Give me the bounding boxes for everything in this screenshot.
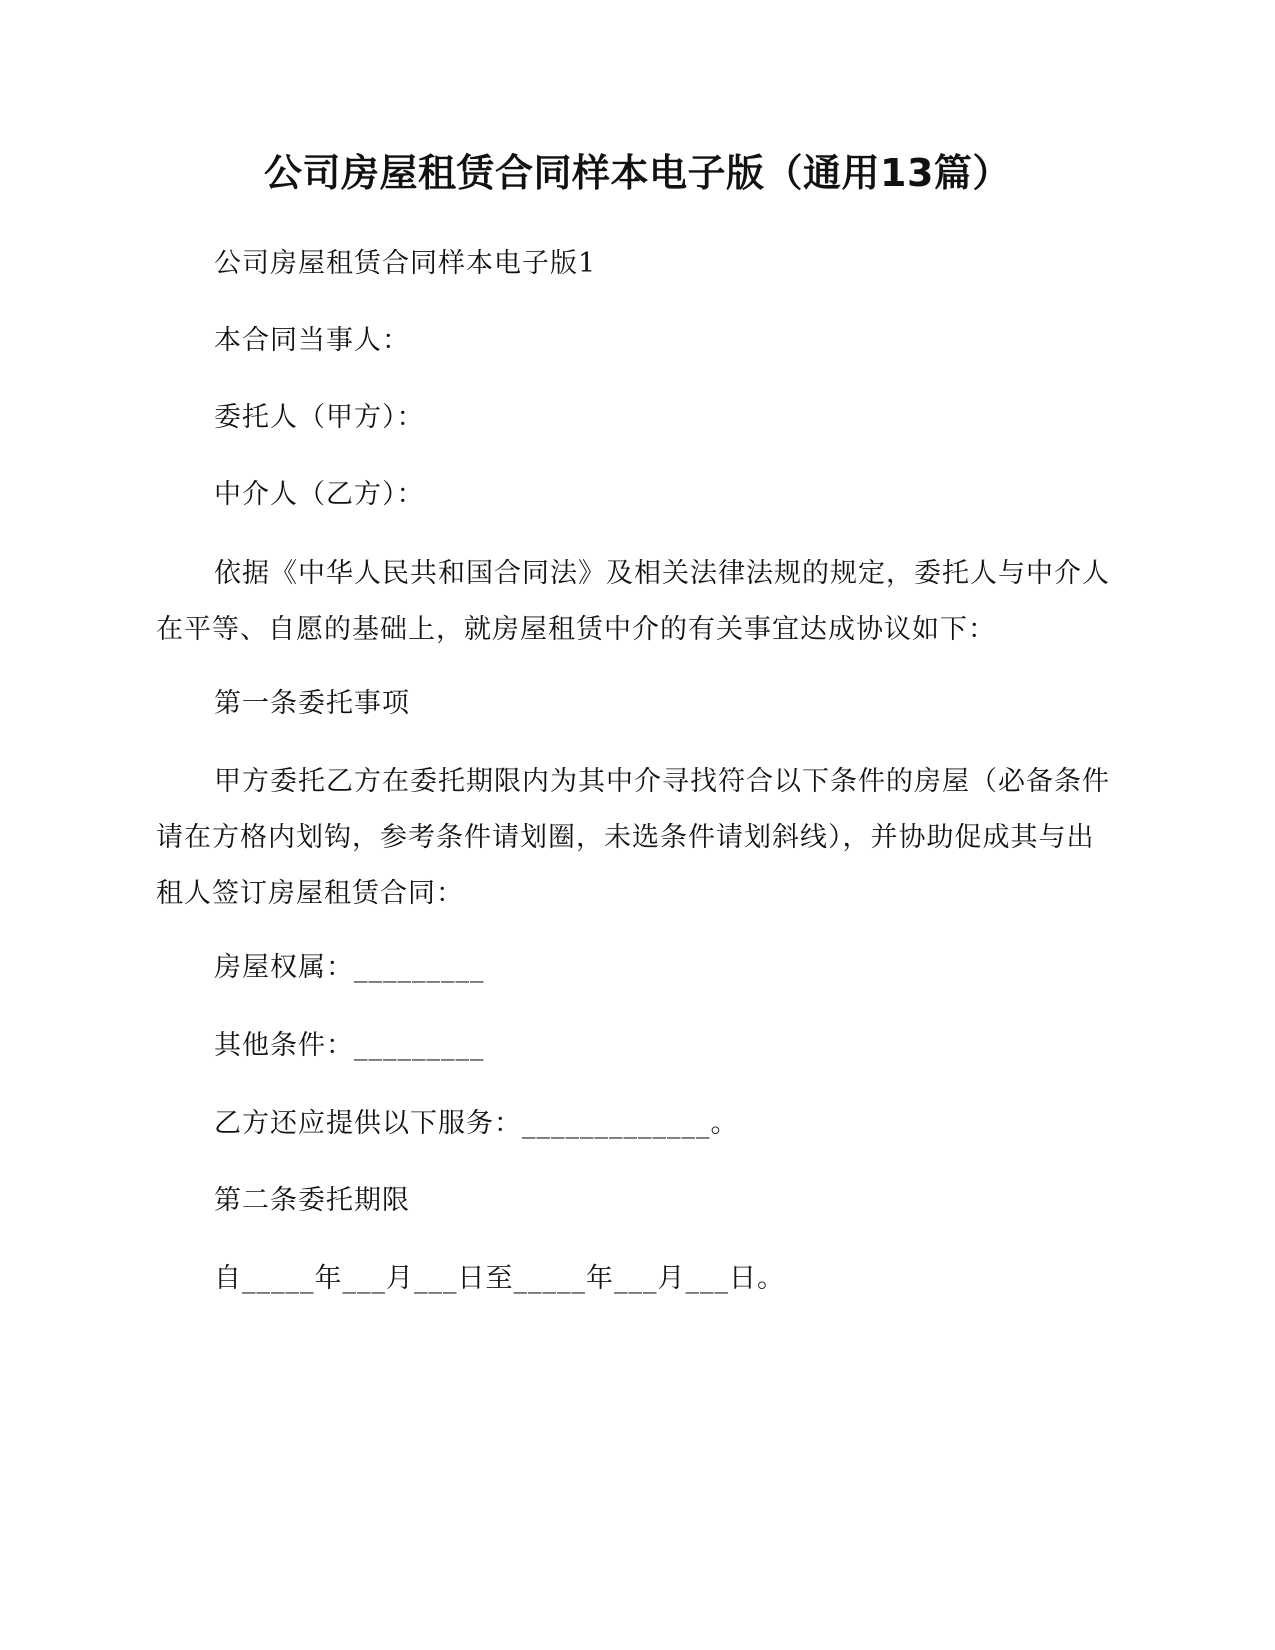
article-1-body: 甲方委托乙方在委托期限内为其中介寻找符合以下条件的房屋（必备条件请在方格内划钩，参考条件请划圈，未选条件请划斜线），并协助促成其与出租人签订房屋租赁合同： bbox=[156, 766, 1110, 909]
article-2-heading: 第二条委托期限 bbox=[214, 1185, 410, 1216]
document-title: 公司房屋租赁合同样本电子版（通用13篇） bbox=[264, 151, 1011, 195]
other-conditions-line: 其他条件：_________ bbox=[214, 1030, 485, 1061]
extra-services-line: 乙方还应提供以下服务：_____________。 bbox=[214, 1108, 739, 1139]
property-ownership-line: 房屋权属：_________ bbox=[214, 952, 485, 983]
parties-label: 本合同当事人： bbox=[214, 325, 410, 356]
article-1-heading: 第一条委托事项 bbox=[214, 688, 410, 719]
party-a-label: 委托人（甲方）： bbox=[214, 402, 425, 433]
party-b-label: 中介人（乙方）： bbox=[214, 479, 425, 510]
term-dates-line: 自_____年___月___日至_____年___月___日。 bbox=[214, 1263, 785, 1294]
preamble-paragraph: 依据《中华人民共和国合同法》及相关法律法规的规定，委托人与中介人在平等、自愿的基础上，就房屋租赁中介的有关事宜达成协议如下： bbox=[156, 558, 1110, 645]
section-heading-1: 公司房屋租赁合同样本电子版1 bbox=[214, 248, 597, 279]
